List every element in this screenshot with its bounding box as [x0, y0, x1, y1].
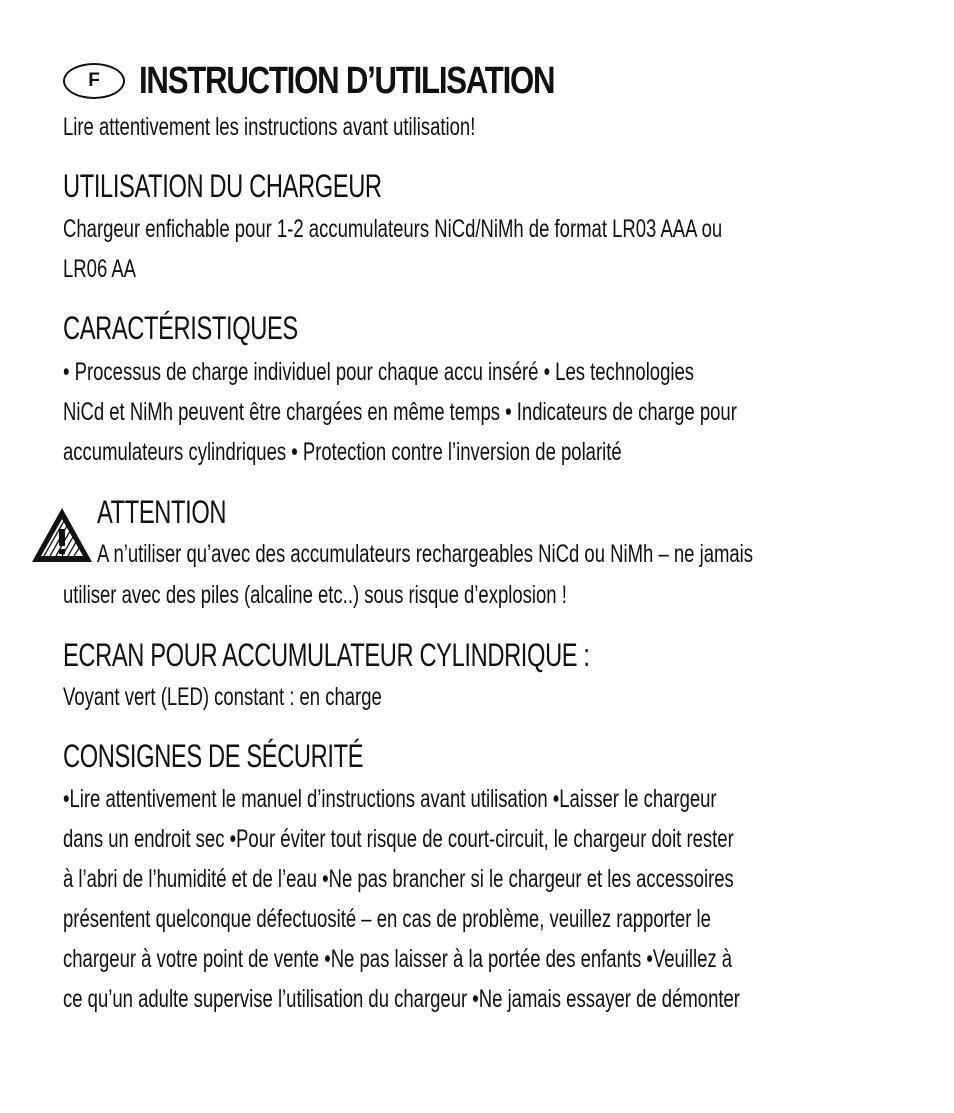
safety-line-6 — [63, 984, 954, 1014]
usage-heading-text: UTILISATION DU CHARGEUR — [63, 168, 382, 204]
safety-line-text: à l’abri de l’humidité et de l’eau •Ne pas brancher si le chargeur et les accessoires — [63, 865, 734, 893]
usage-line-1 — [63, 214, 954, 244]
usage-line-text: LR06 AA — [63, 255, 137, 283]
features-heading-text: CARACTÉRISTIQUES — [63, 310, 298, 346]
features-line-1 — [63, 357, 916, 387]
language-badge: F — [63, 63, 125, 99]
attention-heading — [97, 494, 271, 530]
display-line-text: Voyant vert (LED) constant : en charge — [63, 683, 382, 711]
usage-heading — [63, 168, 494, 204]
features-heading — [63, 310, 380, 346]
usage-line-2 — [63, 254, 162, 284]
safety-heading-text: CONSIGNES DE SÉCURITÉ — [63, 738, 364, 774]
display-line-1 — [63, 682, 494, 712]
safety-line-1 — [63, 784, 946, 814]
safety-line-text: •Lire attentivement le manuel d’instructions avant utilisation •Laisser le chargeur — [63, 785, 717, 813]
display-heading — [63, 637, 775, 673]
features-line-text: NiCd et NiMh peuvent être chargées en même temps • Indicateurs de charge pour — [63, 398, 737, 426]
safety-line-text: présentent quelconque défectuosité – en cas de problème, veuillez rapporter le — [63, 905, 711, 933]
safety-line-5 — [63, 944, 954, 974]
attention-line-text: utiliser avec des piles (alcaline etc..) sous risque d’explosion ! — [63, 581, 567, 609]
safety-line-3 — [63, 864, 954, 894]
features-line-text: accumulateurs cylindriques • Protection contre l’inversion de polarité — [63, 438, 622, 466]
safety-line-text: dans un endroit sec •Pour éviter tout risque de court-circuit, le chargeur doit rester — [63, 825, 734, 853]
attention-line-text: A n’utiliser qu’avec des accumulateurs rechargeables NiCd ou NiMh – ne jamais — [97, 540, 754, 568]
safety-line-4 — [63, 904, 939, 934]
safety-line-2 — [63, 824, 954, 854]
safety-line-text: chargeur à votre point de vente •Ne pas laisser à la portée des enfants •Veuillez à — [63, 945, 733, 973]
attention-line-1 — [97, 539, 954, 569]
display-heading-text: ECRAN POUR ACCUMULATEUR CYLINDRIQUE : — [63, 637, 590, 673]
attention-heading-text: ATTENTION — [97, 494, 227, 530]
usage-line-text: Chargeur enfichable pour 1-2 accumulateurs NiCd/NiMh de format LR03 AAA ou — [63, 215, 723, 243]
features-line-2 — [63, 397, 954, 427]
features-line-text: • Processus de charge individuel pour chaque accu inséré • Les technologies — [63, 358, 695, 386]
title-row — [63, 58, 645, 104]
safety-line-text: ce qu’un adulte supervise l’utilisation du chargeur •Ne jamais essayer de démonter — [63, 985, 740, 1013]
attention-line-2 — [63, 580, 744, 610]
intro-text — [63, 112, 620, 142]
features-line-3 — [63, 437, 818, 467]
intro-text-content: Lire attentivement les instructions avant utilisation! — [63, 113, 476, 141]
page-title: INSTRUCTION D’UTILISATION — [139, 59, 555, 102]
safety-heading — [63, 738, 469, 774]
warning-triangle-icon — [30, 504, 94, 564]
